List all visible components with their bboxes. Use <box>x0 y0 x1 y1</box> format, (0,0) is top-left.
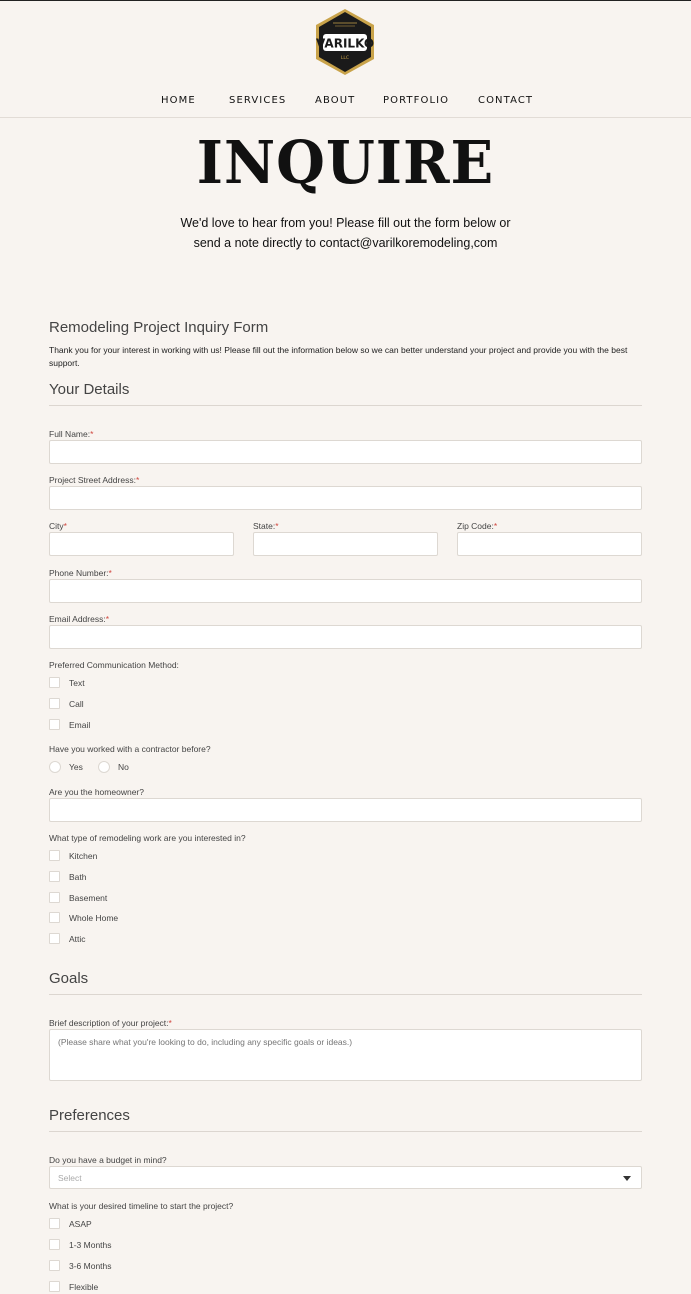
nav-home[interactable]: HOME <box>161 95 196 106</box>
section-preferences: Preferences <box>49 1107 130 1124</box>
page-title: INQUIRE <box>196 128 495 198</box>
remodel-type-label: What type of remodeling work are you interested in? <box>49 833 246 843</box>
checkbox[interactable] <box>49 871 60 882</box>
checkbox[interactable] <box>49 933 60 944</box>
section-your-details: Your Details <box>49 381 130 398</box>
hero-intro <box>0 213 691 253</box>
phone-input[interactable] <box>49 579 642 603</box>
homeowner-input[interactable] <box>49 798 642 822</box>
checkbox[interactable] <box>49 677 60 688</box>
checkbox[interactable] <box>49 1260 60 1271</box>
section-divider <box>49 405 642 406</box>
budget-select-value: Select <box>58 1173 82 1183</box>
hero-intro-line-1: We'd love to hear from you! Please fill out the form below or <box>180 216 511 230</box>
logo-llc: LLC <box>340 56 350 61</box>
section-divider <box>49 994 642 995</box>
section-goals: Goals <box>49 970 89 987</box>
checkbox[interactable] <box>49 850 60 861</box>
contractor-label: Have you worked with a contractor before? <box>49 744 211 754</box>
zip-input[interactable] <box>457 532 642 556</box>
nav-services[interactable]: SERVICES <box>229 95 287 106</box>
nav-about[interactable]: ABOUT <box>315 95 356 106</box>
project-description-textarea[interactable] <box>49 1029 642 1081</box>
checkbox[interactable] <box>49 1281 60 1292</box>
nav-contact[interactable]: CONTACT <box>478 95 534 106</box>
email-label: Email Address:* <box>49 614 110 624</box>
zip-label: Zip Code:* <box>457 521 498 531</box>
project-description-label: Brief description of your project:* <box>49 1018 172 1028</box>
nav-divider <box>0 117 691 118</box>
radio-button[interactable] <box>49 761 61 773</box>
email-input[interactable] <box>49 625 642 649</box>
street-address-label: Project Street Address:* <box>49 475 140 485</box>
street-address-input[interactable] <box>49 486 642 510</box>
state-input[interactable] <box>253 532 438 556</box>
full-name-label: Full Name:* <box>49 429 94 439</box>
form-intro: Thank you for your interest in working with us! Please fill out the information below so we can better understand your project and provide you with the best support. <box>49 345 628 368</box>
checkbox[interactable] <box>49 892 60 903</box>
city-input[interactable] <box>49 532 234 556</box>
city-label: City* <box>49 521 67 531</box>
main-nav <box>0 95 691 109</box>
budget-label: Do you have a budget in mind? <box>49 1155 167 1165</box>
logo-wordmark: VARILKO <box>315 36 375 51</box>
checkbox[interactable] <box>49 698 60 709</box>
phone-label: Phone Number:* <box>49 568 112 578</box>
checkbox[interactable] <box>49 719 60 730</box>
full-name-input[interactable] <box>49 440 642 464</box>
hero-intro-line-2: send a note directly to contact@varilkoremodeling,com <box>193 236 498 250</box>
homeowner-label: Are you the homeowner? <box>49 787 144 797</box>
form-title: Remodeling Project Inquiry Form <box>49 319 269 336</box>
checkbox[interactable] <box>49 1218 60 1229</box>
budget-select[interactable] <box>49 1166 642 1189</box>
state-label: State:* <box>253 521 279 531</box>
logo-badge-icon <box>313 7 377 77</box>
checkbox[interactable] <box>49 1239 60 1250</box>
varilko-logo[interactable] <box>313 7 377 77</box>
communication-method-label: Preferred Communication Method: <box>49 660 179 670</box>
section-divider <box>49 1131 642 1132</box>
chevron-down-icon <box>623 1176 631 1181</box>
checkbox[interactable] <box>49 912 60 923</box>
nav-portfolio[interactable]: PORTFOLIO <box>383 95 450 106</box>
radio-button[interactable] <box>98 761 110 773</box>
timeline-label: What is your desired timeline to start the project? <box>49 1201 234 1211</box>
